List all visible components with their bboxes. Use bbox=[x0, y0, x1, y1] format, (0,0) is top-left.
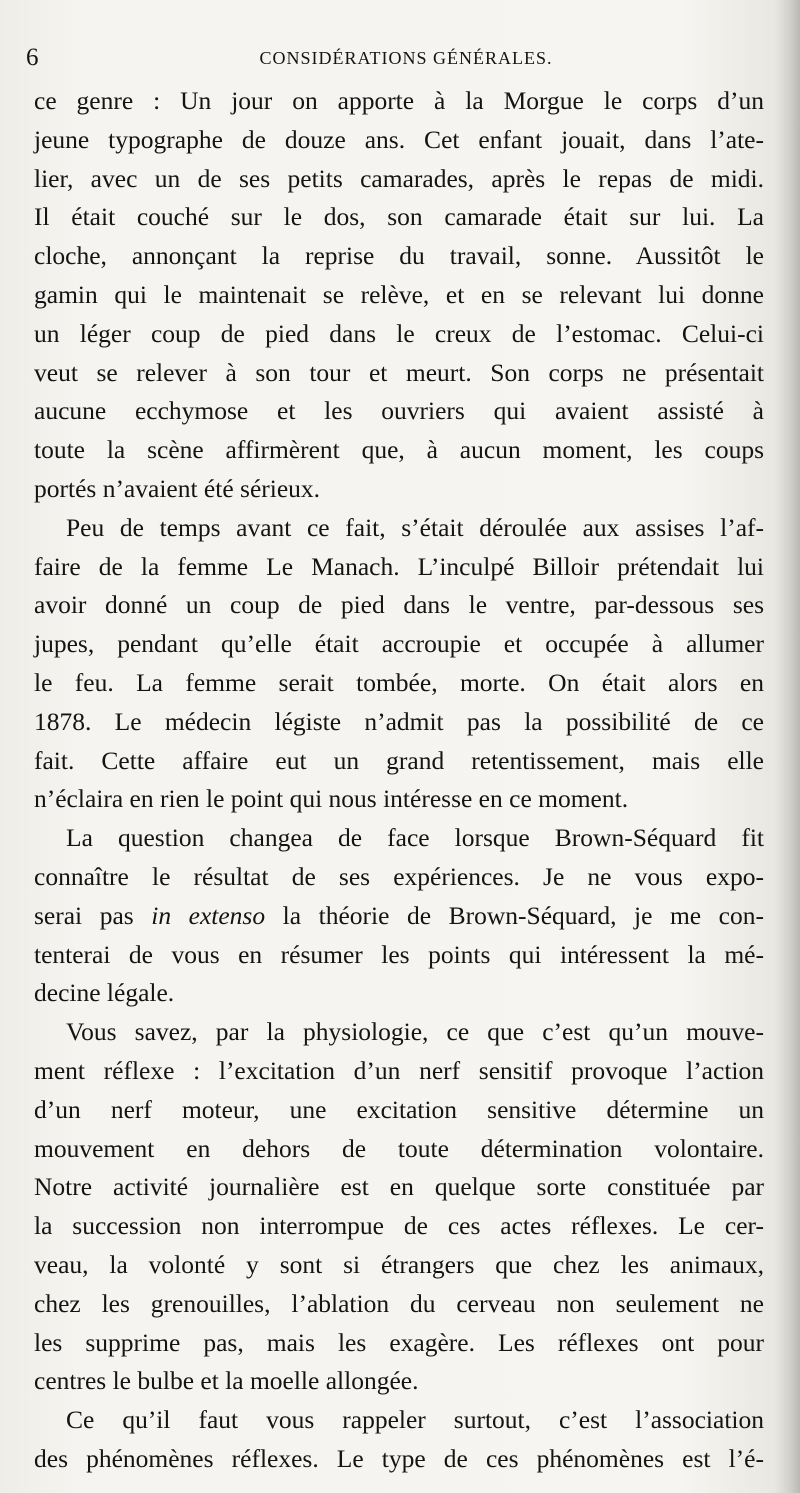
text-line: Il était couché sur le dos, son camarade était sur lui. La bbox=[34, 202, 764, 232]
text-line: chez les grenouilles, l’ablation du cerveau non seulement ne bbox=[34, 1288, 764, 1318]
text-line: decine légale. bbox=[34, 978, 175, 1008]
text-line: portés n’avaient été sérieux. bbox=[34, 473, 321, 503]
text-line: serai pas in extenso la théorie de Brown-Séquard, je me con- bbox=[34, 900, 764, 930]
text-line: Notre activité journalière est en quelque sorte constituée par bbox=[34, 1172, 764, 1202]
text-line: un léger coup de pied dans le creux de l’estomac. Celui-ci bbox=[34, 318, 764, 348]
page-number: 6 bbox=[26, 44, 39, 71]
page-header bbox=[26, 40, 756, 80]
text-line: lier, avec un de ses petits camarades, après le repas de midi. bbox=[34, 163, 764, 193]
text-line: jeune typographe de douze ans. Cet enfant jouait, dans l’ate- bbox=[34, 124, 764, 154]
text-line: avoir donné un coup de pied dans le ventre, par-dessous ses bbox=[34, 590, 764, 620]
text-line: gamin qui le maintenait se relève, et en se relevant lui donne bbox=[34, 279, 764, 309]
italic-phrase: in extenso bbox=[151, 900, 266, 930]
text-line: Ce qu’il faut vous rappeler surtout, c’est l’association bbox=[66, 1405, 764, 1435]
text-line: cloche, annonçant la reprise du travail, sonne. Aussitôt le bbox=[34, 241, 764, 271]
text-line: d’un nerf moteur, une excitation sensitive détermine un bbox=[34, 1094, 764, 1124]
text-line: 1878. Le médecin légiste n’admit pas la possibilité de ce bbox=[34, 706, 764, 736]
text-line: connaître le résultat de ses expériences. Je ne vous expo- bbox=[34, 861, 764, 891]
text-line: des phénomènes réflexes. Le type de ces phénomènes est l’é- bbox=[34, 1443, 764, 1473]
text-line: la succession non interrompue de ces actes réflexes. Le cer- bbox=[34, 1211, 764, 1241]
text-line: veau, la volonté y sont si étrangers que chez les animaux, bbox=[34, 1249, 764, 1279]
body-text bbox=[34, 82, 764, 1479]
text-line: n’éclaira en rien le point qui nous intéresse en ce moment. bbox=[34, 784, 629, 814]
text-line: La question changea de face lorsque Brown-Séquard fit bbox=[66, 823, 764, 853]
text-line: jupes, pendant qu’elle était accroupie et occupée à allumer bbox=[34, 629, 764, 659]
text-line: fait. Cette affaire eut un grand retentissement, mais elle bbox=[34, 745, 764, 775]
text-line: Peu de temps avant ce fait, s’était déroulée aux assises l’af- bbox=[66, 512, 764, 542]
text-line: les supprime pas, mais les exagère. Les réflexes ont pour bbox=[34, 1327, 764, 1357]
text-line: Vous savez, par la physiologie, ce que c’est qu’un mouve- bbox=[66, 1017, 764, 1047]
page-gutter-shadow bbox=[774, 0, 800, 1493]
text-line: faire de la femme Le Manach. L’inculpé Billoir prétendait lui bbox=[34, 551, 764, 581]
text-line: le feu. La femme serait tombée, morte. On était alors en bbox=[34, 667, 764, 697]
text-line: ce genre : Un jour on apporte à la Morgue le corps d’un bbox=[34, 86, 764, 115]
text-line: centres le bulbe et la moelle allongée. bbox=[34, 1366, 419, 1396]
text-line: toute la scène affirmèrent que, à aucun moment, les coups bbox=[34, 435, 764, 465]
text-line: ment réflexe : l’excitation d’un nerf sensitif provoque l’action bbox=[34, 1055, 764, 1085]
text-line: tenterai de vous en résumer les points qui intéressent la mé- bbox=[34, 939, 764, 969]
text-line: veut se relever à son tour et meurt. Son corps ne présentait bbox=[34, 357, 764, 387]
text-line: aucune ecchymose et les ouvriers qui avaient assisté à bbox=[34, 396, 764, 426]
running-head: CONSIDÉRATIONS GÉNÉRALES. bbox=[259, 48, 553, 68]
text-line: mouvement en dehors de toute détermination volontaire. bbox=[34, 1133, 764, 1163]
